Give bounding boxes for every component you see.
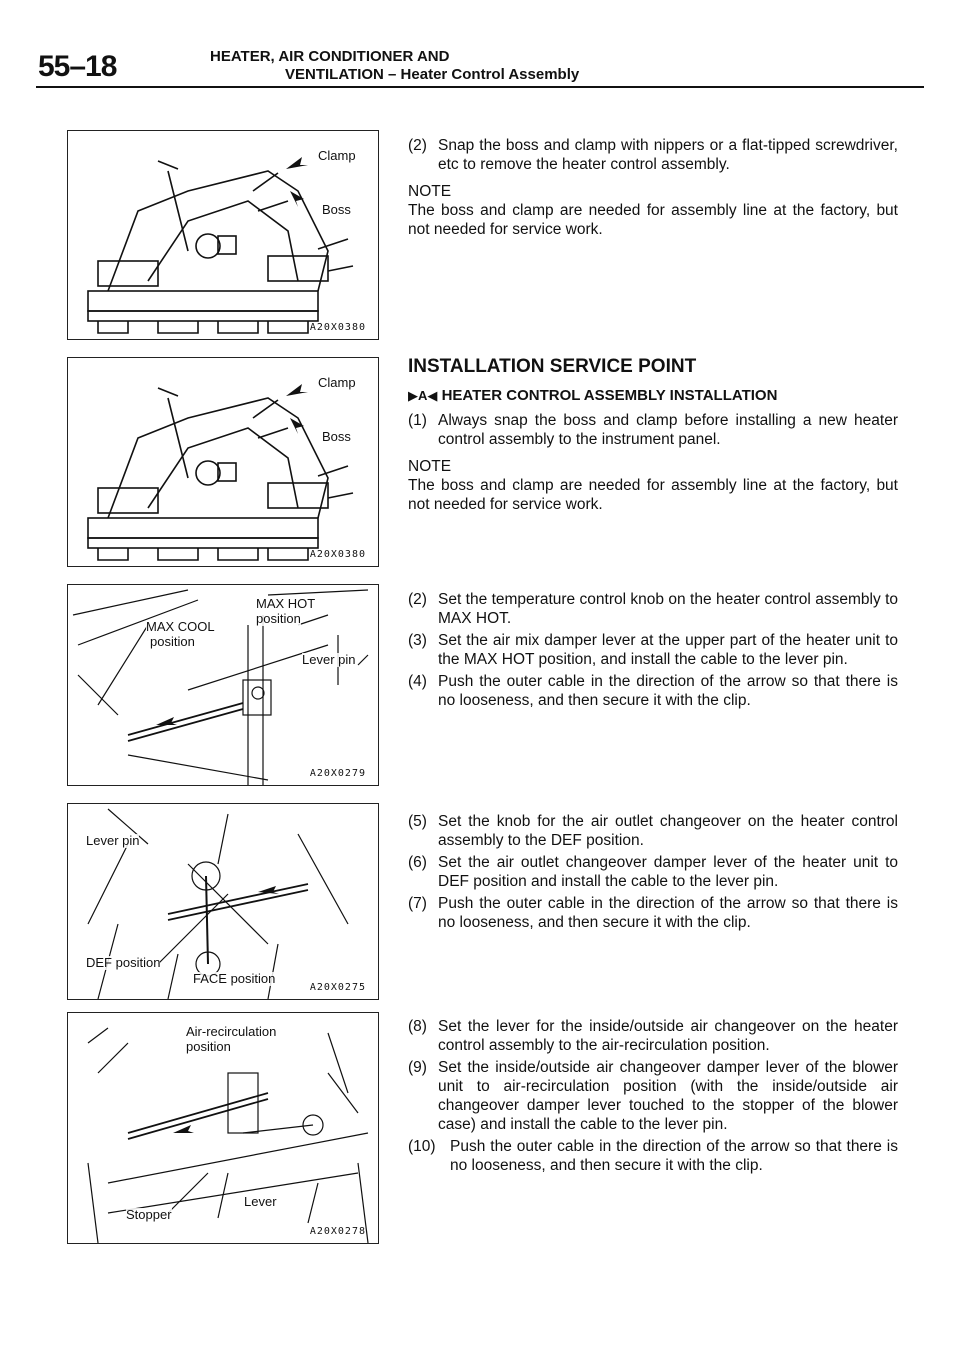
step-10: (10) Push the outer cable in the direction of the arrow so that there is no looseness, and then secure it with the clip. bbox=[408, 1138, 898, 1174]
figure-air-changeover-damper bbox=[67, 1012, 379, 1244]
boss-arrow-icon bbox=[290, 418, 304, 434]
note-title: NOTE bbox=[408, 458, 452, 475]
air-outlet-steps-block bbox=[408, 812, 898, 935]
label-stopper: Stopper bbox=[126, 1207, 172, 1222]
header-title: HEATER, AIR CONDITIONER AND bbox=[210, 48, 450, 65]
clamp-arrow-icon bbox=[286, 157, 308, 169]
label-max-hot-position: position bbox=[256, 611, 301, 626]
step-1-install bbox=[408, 411, 898, 449]
figure-code: A20X0278 bbox=[309, 1226, 366, 1237]
figure-code: A20X0275 bbox=[309, 982, 366, 993]
figure-air-outlet-damper bbox=[67, 803, 379, 1000]
step-text: Always snap the boss and clamp before installing a new heater control assembly to the instrument panel. bbox=[438, 412, 898, 448]
label-max-cool-position: position bbox=[150, 634, 195, 649]
air-mix-damper-illustration bbox=[68, 585, 378, 785]
label-boss: Boss bbox=[322, 429, 351, 444]
step-text: Snap the boss and clamp with nippers or a flat-tipped screwdriver, etc to remove the heater control assembly. bbox=[438, 137, 898, 173]
label-boss: Boss bbox=[322, 202, 351, 217]
step-7: (7) Push the outer cable in the direction of the arrow so that there is no looseness, and then secure it with the clip. bbox=[408, 895, 898, 931]
step-4: (4) Push the outer cable in the direction of the arrow so that there is no looseness, and then secure it with the clip. bbox=[408, 673, 898, 709]
boss-arrow-icon bbox=[290, 191, 304, 207]
step-8: (8) Set the lever for the inside/outside air changeover on the heater control assembly to the air-recirculation position. bbox=[408, 1018, 898, 1054]
label-clamp: Clamp bbox=[318, 375, 356, 390]
step-number: (2) bbox=[408, 137, 427, 154]
label-air-recirculation-position: position bbox=[186, 1039, 231, 1054]
figure-air-mix-damper bbox=[67, 584, 379, 786]
label-air-recirculation: Air-recirculation bbox=[186, 1024, 277, 1039]
figure-code: A20X0380 bbox=[309, 322, 366, 333]
label-face-position: FACE position bbox=[193, 971, 276, 986]
step-9: (9) Set the inside/outside air changeover damper lever of the blower unit to air-recirculation position (with the inside/outside air changeover damper lever touched to the stopper of the blower case) and install the cable to the lever pin. bbox=[408, 1059, 898, 1133]
step-2: (2) Set the temperature control knob on the heater control assembly to MAX HOT. bbox=[408, 591, 898, 627]
removal-step-block bbox=[408, 136, 898, 239]
figure-code: A20X0279 bbox=[309, 768, 366, 779]
step-5: (5) Set the knob for the air outlet changeover on the heater control assembly to the DEF position. bbox=[408, 813, 898, 849]
label-lever: Lever bbox=[244, 1194, 277, 1209]
note-text: The boss and clamp are needed for assembly line at the factory, but not needed for service work. bbox=[408, 477, 898, 513]
figure-heater-control-installation bbox=[67, 357, 379, 567]
push-arrow-icon bbox=[173, 1125, 194, 1133]
air-changeover-steps-block bbox=[408, 1017, 898, 1178]
label-max-hot: MAX HOT bbox=[256, 596, 316, 611]
header-rule bbox=[36, 86, 924, 88]
push-arrow-icon bbox=[156, 717, 177, 725]
clamp-arrow-icon bbox=[286, 384, 308, 396]
section-title: INSTALLATION SERVICE POINT bbox=[408, 356, 697, 377]
label-max-cool: MAX COOL bbox=[146, 619, 215, 634]
header-subtitle: VENTILATION – Heater Control Assembly bbox=[285, 66, 580, 83]
note-text: The boss and clamp are needed for assembly line at the factory, but not needed for service work. bbox=[408, 202, 898, 238]
step-2-removal bbox=[408, 136, 898, 174]
air-mix-steps-block bbox=[408, 590, 898, 713]
step-3: (3) Set the air mix damper lever at the upper part of the heater unit to the MAX HOT position, and install the cable to the lever pin. bbox=[408, 632, 898, 668]
figure-code: A20X0380 bbox=[309, 549, 366, 560]
label-lever-pin: Lever pin bbox=[86, 833, 140, 848]
page-number: 55–18 bbox=[38, 50, 117, 83]
step-6: (6) Set the air outlet changeover damper lever of the heater unit to DEF position and install the cable to the lever pin. bbox=[408, 854, 898, 890]
label-clamp: Clamp bbox=[318, 148, 356, 163]
step-number: (1) bbox=[408, 412, 427, 429]
figure-heater-control-removal bbox=[67, 130, 379, 340]
label-def-position: DEF position bbox=[86, 955, 161, 970]
reference-marker: ▶A◀ bbox=[408, 388, 438, 403]
installation-service-point-block bbox=[408, 357, 898, 514]
label-lever-pin: Lever pin bbox=[302, 652, 356, 667]
sub-section-title: ▶A◀ HEATER CONTROL ASSEMBLY INSTALLATION bbox=[408, 387, 778, 404]
note-title: NOTE bbox=[408, 183, 452, 200]
